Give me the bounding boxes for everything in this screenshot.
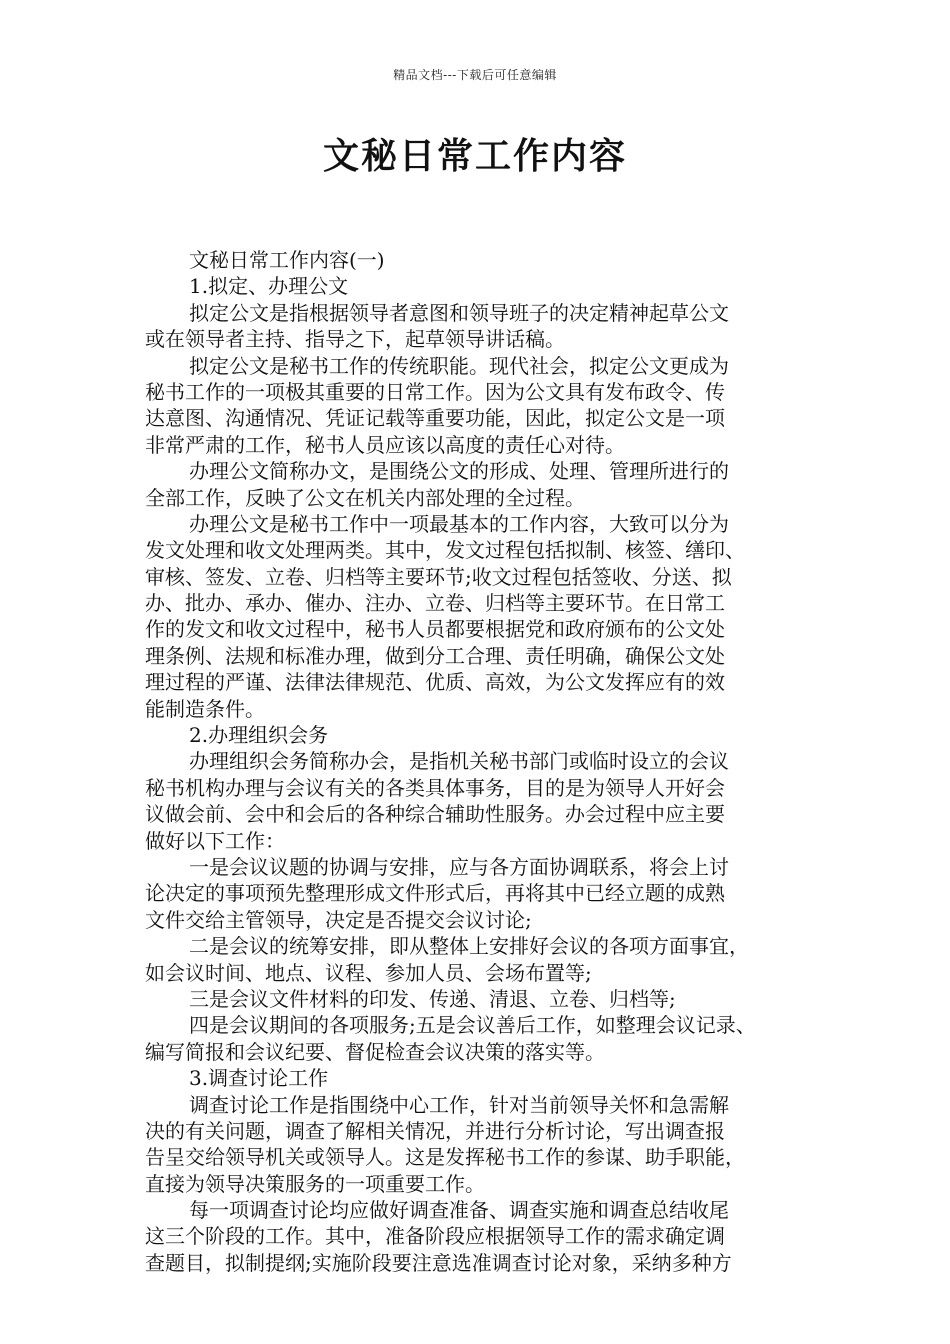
header-note: 精品文档---下载后可任意编辑 <box>393 68 557 82</box>
text-line: 调查讨论工作是指围绕中心工作，针对当前领导关怀和急需解 <box>189 1092 729 1117</box>
document-body <box>145 247 817 1276</box>
text-line: 或在领导者主持、指导之下，起草领导讲话稿。 <box>145 327 565 352</box>
text-line: 编写简报和会议纪要、督促检查会议决策的落实等。 <box>145 1039 605 1064</box>
text-line: 办理组织会务简称办会，是指机关秘书部门或临时设立的会议 <box>189 749 729 774</box>
text-line: 3.调查讨论工作 <box>189 1066 329 1091</box>
text-line: 作的发文和收文过程中，秘书人员都要根据党和政府颁布的公文处 <box>145 617 725 642</box>
text-line: 拟定公文是指根据领导者意图和领导班子的决定精神起草公文 <box>189 300 729 325</box>
text-line: 四是会议期间的各项服务;五是会议善后工作，如整理会议记录、 <box>189 1013 756 1038</box>
text-line: 如会议时间、地点、议程、参加人员、会场布置等; <box>145 960 592 985</box>
text-line: 办、批办、承办、催办、注办、立卷、归档等主要环节。在日常工 <box>145 591 725 616</box>
text-line: 达意图、沟通情况、凭证记载等重要功能，因此，拟定公文是一项 <box>145 406 725 431</box>
text-line: 做好以下工作： <box>145 828 285 853</box>
text-line: 审核、签发、立卷、归档等主要环节;收文过程包括签收、分送、拟 <box>145 564 732 589</box>
text-line: 办理公文简称办文，是围绕公文的形成、处理、管理所进行的 <box>189 459 729 484</box>
text-line: 每一项调查讨论均应做好调查准备、调查实施和调查总结收尾 <box>189 1198 729 1223</box>
text-line: 这三个阶段的工作。其中，准备阶段应根据领导工作的需求确定调 <box>145 1224 725 1249</box>
text-line: 一是会议议题的协调与安排，应与各方面协调联系，将会上讨 <box>189 854 729 879</box>
text-line: 秘书机构办理与会议有关的各类具体事务，目的是为领导人开好会 <box>145 775 725 800</box>
text-line: 秘书工作的一项极其重要的日常工作。因为公文具有发布政令、传 <box>145 379 725 404</box>
text-line: 文秘日常工作内容(一) <box>189 248 385 272</box>
text-line: 拟定公文是秘书工作的传统职能。现代社会，拟定公文更成为 <box>189 353 729 378</box>
text-line: 决的有关问题，调查了解相关情况，并进行分析讨论，写出调查报 <box>145 1118 725 1143</box>
document-title: 文秘日常工作内容 <box>322 136 627 177</box>
text-line: 2.办理组织会务 <box>189 723 329 748</box>
text-line: 发文处理和收文处理两类。其中，发文过程包括拟制、核签、缮印、 <box>145 538 745 563</box>
text-line: 告呈交给领导机关或领导人。这是发挥秘书工作的参谋、助手职能， <box>145 1145 745 1170</box>
text-line: 理条例、法规和标准办理，做到分工合理、责任明确，确保公文处 <box>145 643 725 668</box>
text-line: 论决定的事项预先整理形成文件形式后，再将其中已经立题的成熟 <box>145 881 725 906</box>
text-line: 查题目，拟制提纲;实施阶段要注意选准调查讨论对象，采纳多种方 <box>145 1250 732 1275</box>
text-line: 全部工作，反映了公文在机关内部处理的全过程。 <box>145 485 585 510</box>
text-line: 二是会议的统筹安排，即从整体上安排好会议的各项方面事宜， <box>189 934 749 959</box>
text-line: 1.拟定、办理公文 <box>189 274 349 299</box>
text-line: 直接为领导决策服务的一项重要工作。 <box>145 1171 485 1196</box>
text-line: 理过程的严谨、法律法律规范、优质、高效，为公文发挥应有的效 <box>145 670 725 695</box>
text-line: 非常严肃的工作，秘书人员应该以高度的责任心对待。 <box>145 432 625 457</box>
text-line: 议做会前、会中和会后的各种综合辅助性服务。办会过程中应主要 <box>145 802 725 827</box>
text-line: 三是会议文件材料的印发、传递、清退、立卷、归档等; <box>189 986 676 1011</box>
text-line: 办理公文是秘书工作中一项最基本的工作内容，大致可以分为 <box>189 511 729 536</box>
text-line: 文件交给主管领导，决定是否提交会议讨论; <box>145 907 532 932</box>
text-line: 能制造条件。 <box>145 696 265 721</box>
